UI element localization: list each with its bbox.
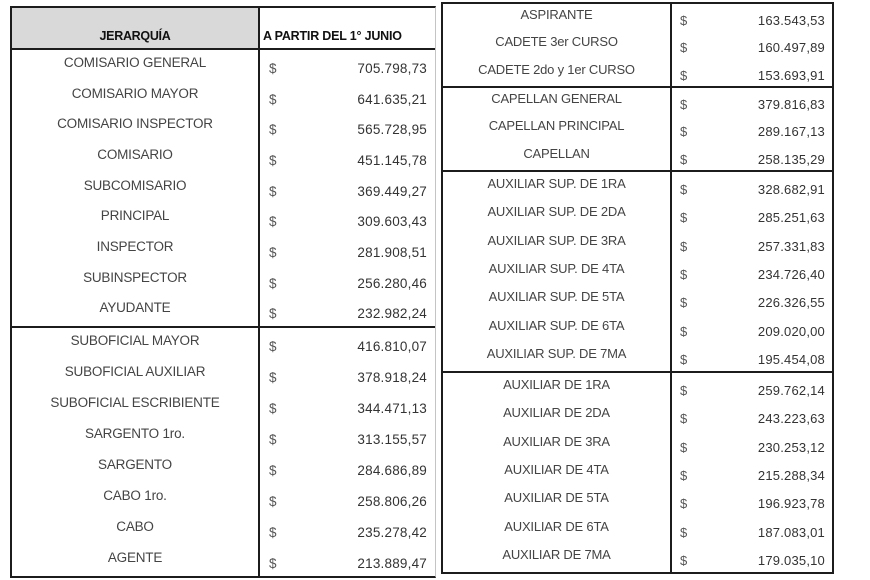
salary-value	[672, 4, 832, 31]
rank-name: AUXILIAR SUP. DE 2DA	[443, 200, 672, 228]
currency-symbol: $	[680, 181, 688, 197]
rank-name: COMISARIO GENERAL	[12, 50, 260, 81]
salary-value	[260, 514, 435, 545]
table-row	[443, 229, 832, 257]
amount: 213.889,47	[357, 556, 427, 571]
currency-symbol: $	[680, 496, 688, 512]
salary-value	[672, 458, 832, 486]
amount: 187.083,01	[757, 524, 825, 540]
currency-symbol: $	[269, 494, 277, 509]
rank-name: AUXILIAR SUP. DE 1RA	[443, 172, 672, 200]
amount: 235.278,42	[357, 525, 427, 540]
currency-symbol: $	[680, 67, 688, 83]
amount: 378.918,24	[357, 370, 427, 385]
currency-symbol: $	[269, 463, 277, 478]
table-row	[443, 401, 832, 429]
section-aspirantes-cadetes	[443, 4, 832, 88]
rank-name: CABO 1ro.	[12, 483, 260, 514]
table-row	[12, 514, 435, 545]
salary-value	[672, 515, 832, 543]
rank-name: AUXILIAR SUP. DE 7MA	[443, 343, 672, 371]
rank-name: AUXILIAR DE 5TA	[443, 487, 672, 515]
currency-symbol: $	[269, 556, 277, 571]
amount: 243.223,63	[757, 411, 825, 427]
table-row	[12, 234, 435, 265]
section-capellanes	[443, 88, 832, 172]
currency-symbol: $	[269, 244, 277, 260]
rank-name: AUXILIAR SUP. DE 4TA	[443, 257, 672, 285]
currency-symbol: $	[269, 214, 277, 230]
currency-symbol: $	[269, 370, 277, 385]
table-row	[443, 544, 832, 572]
salary-value	[672, 487, 832, 515]
amount: 328.682,91	[757, 181, 825, 197]
currency-symbol: $	[680, 411, 688, 427]
salary-table-left	[10, 6, 436, 578]
salary-value	[260, 265, 435, 296]
rank-name: COMISARIO MAYOR	[12, 81, 260, 112]
currency-symbol: $	[680, 524, 688, 540]
amount: 257.331,83	[757, 238, 825, 254]
table-row	[443, 257, 832, 285]
table-row	[12, 483, 435, 514]
table-row	[12, 111, 435, 142]
table-row	[443, 200, 832, 228]
rank-name: AUXILIAR SUP. DE 6TA	[443, 314, 672, 342]
rank-name: CAPELLAN PRINCIPAL	[443, 115, 672, 142]
salary-value	[672, 31, 832, 58]
currency-symbol: $	[680, 439, 688, 455]
rank-name: SARGENTO	[12, 452, 260, 483]
table-row	[443, 172, 832, 200]
currency-symbol: $	[680, 151, 688, 167]
rank-name: AUXILIAR DE 6TA	[443, 515, 672, 543]
amount: 195.454,08	[757, 352, 825, 368]
salary-value	[672, 544, 832, 572]
amount: 259.762,14	[757, 382, 825, 398]
salary-value	[260, 234, 435, 265]
section-oficiales	[12, 50, 435, 328]
currency-symbol: $	[680, 323, 688, 339]
table-row	[12, 359, 435, 390]
salary-value	[672, 172, 832, 200]
table-row	[12, 50, 435, 81]
salary-value	[260, 545, 435, 576]
currency-symbol: $	[680, 266, 688, 282]
rank-name: SUBOFICIAL MAYOR	[12, 328, 260, 359]
salary-value	[672, 343, 832, 371]
rank-name: SUBOFICIAL ESCRIBIENTE	[12, 390, 260, 421]
amount: 234.726,40	[757, 266, 825, 282]
table-row	[443, 88, 832, 115]
table-row	[12, 142, 435, 173]
salary-value	[672, 88, 832, 115]
salary-value	[260, 173, 435, 204]
salary-value	[672, 229, 832, 257]
currency-symbol: $	[680, 13, 688, 29]
salary-value	[672, 373, 832, 401]
amount: 285.251,63	[757, 210, 825, 226]
table-row	[443, 458, 832, 486]
amount: 215.288,34	[757, 467, 825, 483]
rank-name: CADETE 2do y 1er CURSO	[443, 59, 672, 86]
salary-value	[672, 143, 832, 170]
salary-value	[672, 115, 832, 142]
rank-name: COMISARIO	[12, 142, 260, 173]
amount: 179.035,10	[757, 553, 825, 569]
table-row	[443, 31, 832, 58]
currency-symbol: $	[269, 339, 277, 354]
amount: 451.145,78	[357, 152, 427, 168]
currency-symbol: $	[680, 295, 688, 311]
rank-name: INSPECTOR	[12, 234, 260, 265]
table-row	[443, 286, 832, 314]
amount: 160.497,89	[757, 40, 825, 56]
amount: 313.155,57	[357, 432, 427, 447]
salary-value	[260, 81, 435, 112]
salary-value	[260, 295, 435, 326]
currency-symbol: $	[269, 122, 277, 138]
table-row	[12, 390, 435, 421]
amount: 565.728,95	[357, 122, 427, 138]
currency-symbol: $	[269, 60, 277, 76]
amount: 369.449,27	[357, 183, 427, 199]
rank-name: AUXILIAR DE 1RA	[443, 373, 672, 401]
table-row	[443, 373, 832, 401]
currency-symbol: $	[680, 97, 688, 113]
currency-symbol: $	[269, 183, 277, 199]
salary-value	[260, 111, 435, 142]
salary-value	[260, 452, 435, 483]
currency-symbol: $	[269, 152, 277, 168]
currency-symbol: $	[680, 238, 688, 254]
currency-symbol: $	[269, 275, 277, 291]
salary-value	[260, 390, 435, 421]
table-row	[12, 328, 435, 359]
rank-name: CABO	[12, 514, 260, 545]
table-row	[12, 295, 435, 326]
amount: 281.908,51	[357, 244, 427, 260]
amount: 416.810,07	[357, 339, 427, 354]
currency-symbol: $	[269, 91, 277, 107]
rank-name: AGENTE	[12, 545, 260, 576]
rank-name: AUXILIAR DE 7MA	[443, 544, 672, 572]
amount: 232.982,24	[357, 306, 427, 322]
table-row	[12, 452, 435, 483]
amount: 379.816,83	[757, 97, 825, 113]
table-row	[12, 265, 435, 296]
table-row	[443, 143, 832, 170]
amount: 309.603,43	[357, 214, 427, 230]
section-suboficiales	[12, 328, 435, 576]
rank-name: SUBINSPECTOR	[12, 265, 260, 296]
rank-name: AYUDANTE	[12, 295, 260, 326]
salary-value	[672, 59, 832, 86]
salary-value	[260, 203, 435, 234]
rank-name: AUXILIAR SUP. DE 3RA	[443, 229, 672, 257]
amount: 153.693,91	[757, 67, 825, 83]
amount: 258.806,26	[357, 494, 427, 509]
rank-name: SUBOFICIAL AUXILIAR	[12, 359, 260, 390]
header-date: A PARTIR DEL 1° JUNIO	[260, 8, 435, 48]
salary-value	[260, 483, 435, 514]
table-row	[443, 343, 832, 371]
table-row	[12, 173, 435, 204]
currency-symbol: $	[269, 401, 277, 416]
table-row	[443, 515, 832, 543]
table-row	[443, 314, 832, 342]
amount: 344.471,13	[357, 401, 427, 416]
currency-symbol: $	[269, 432, 277, 447]
rank-name: ASPIRANTE	[443, 4, 672, 31]
amount: 230.253,12	[757, 439, 825, 455]
currency-symbol: $	[269, 306, 277, 322]
currency-symbol: $	[680, 352, 688, 368]
salary-table-right	[441, 2, 834, 574]
rank-name: PRINCIPAL	[12, 203, 260, 234]
amount: 641.635,21	[357, 91, 427, 107]
table-row	[12, 421, 435, 452]
amount: 256.280,46	[357, 275, 427, 291]
salary-value	[672, 430, 832, 458]
rank-name: CAPELLAN GENERAL	[443, 88, 672, 115]
salary-value	[672, 286, 832, 314]
table-row	[12, 203, 435, 234]
salary-value	[260, 142, 435, 173]
section-auxiliar-superior	[443, 172, 832, 373]
rank-name: AUXILIAR DE 2DA	[443, 401, 672, 429]
salary-value	[672, 257, 832, 285]
amount: 284.686,89	[357, 463, 427, 478]
rank-name: CADETE 3er CURSO	[443, 31, 672, 58]
amount: 209.020,00	[757, 323, 825, 339]
table-row	[443, 4, 832, 31]
currency-symbol: $	[680, 553, 688, 569]
table-row	[443, 59, 832, 86]
amount: 705.798,73	[357, 60, 427, 76]
section-auxiliar	[443, 373, 832, 572]
table-row	[443, 430, 832, 458]
salary-value	[260, 359, 435, 390]
rank-name: AUXILIAR SUP. DE 5TA	[443, 286, 672, 314]
salary-value	[672, 401, 832, 429]
salary-value	[672, 314, 832, 342]
amount: 196.923,78	[757, 496, 825, 512]
currency-symbol: $	[680, 40, 688, 56]
rank-name: SUBCOMISARIO	[12, 173, 260, 204]
table-row	[12, 545, 435, 576]
table-row	[443, 115, 832, 142]
amount: 258.135,29	[757, 151, 825, 167]
currency-symbol: $	[680, 382, 688, 398]
salary-value	[672, 200, 832, 228]
amount: 226.326,55	[757, 295, 825, 311]
table-row	[12, 81, 435, 112]
salary-value	[260, 50, 435, 81]
rank-name: COMISARIO INSPECTOR	[12, 111, 260, 142]
header-jerarquia: JERARQUÍA	[12, 8, 260, 48]
currency-symbol: $	[680, 467, 688, 483]
currency-symbol: $	[269, 525, 277, 540]
rank-name: AUXILIAR DE 4TA	[443, 458, 672, 486]
table-row	[443, 487, 832, 515]
salary-value	[260, 421, 435, 452]
rank-name: CAPELLAN	[443, 143, 672, 170]
table-header	[12, 8, 435, 50]
currency-symbol: $	[680, 210, 688, 226]
rank-name: SARGENTO 1ro.	[12, 421, 260, 452]
amount: 163.543,53	[757, 13, 825, 29]
amount: 289.167,13	[757, 124, 825, 140]
currency-symbol: $	[680, 124, 688, 140]
rank-name: AUXILIAR DE 3RA	[443, 430, 672, 458]
salary-value	[260, 328, 435, 359]
